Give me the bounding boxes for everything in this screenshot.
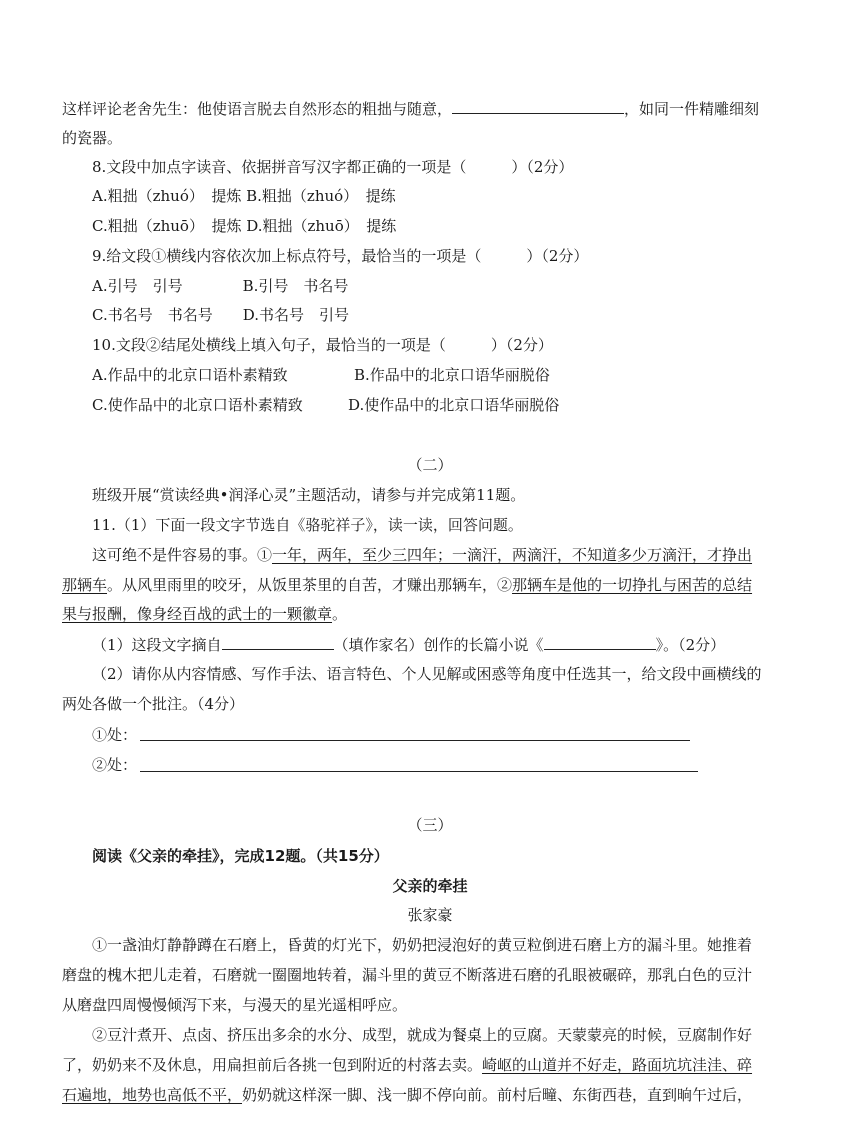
section-2-intro: 班级开展“赏读经典•润泽心灵”主题活动，请参与并完成第11题。 xyxy=(92,486,526,504)
section-3-intro: 阅读《父亲的牵挂》，完成12题。（共15分） xyxy=(92,847,389,865)
underlined-sentence-2: 那辆车是他的一切挣扎与困苦的总结 xyxy=(512,576,753,594)
question-11-sub-2-line-2: 两处各做一个批注。（4分） xyxy=(62,695,245,713)
underlined-sentence-2-end: 果与报酬，像身经百战的武士的一颗徽章 xyxy=(62,605,333,623)
question-11-sub-2-line-1: （2）请你从内容情感、写作手法、语言特色、个人见解或困惑等角度中任选其一，给文段中画横线的 xyxy=(92,665,762,683)
question-10-option-b: B.作品中的北京口语华丽脱俗 xyxy=(354,366,550,384)
annotation-1-answer-line[interactable] xyxy=(140,740,690,741)
article-underlined-phrase: 崎岖的山道并不好走，路面坑坑洼洼、碎 xyxy=(482,1056,753,1074)
article-p2-line-1: ②豆汁煮开、点卤、挤压出多余的水分、成型，就成为餐桌上的豆腐。天蒙蒙亮的时候，豆腐制作好 xyxy=(92,1026,753,1044)
passage-line-1: 这可绝不是件容易的事。①一年，两年，至少三四年；一滴汗，两滴汗，不知道多少万滴汗，才挣出 xyxy=(92,546,753,564)
passage-line-2: 那辆车。从风里雨里的咬牙，从饭里茶里的自苦，才赚出那辆车，②那辆车是他的一切挣扎与困苦的总结 xyxy=(62,576,753,594)
question-10-option-d: D.使作品中的北京口语华丽脱俗 xyxy=(348,396,560,414)
article-p2-line-2: 了，奶奶来不及休息，用扁担前后各挑一包到附近的村落去卖。崎岖的山道并不好走，路面坑坑洼洼、碎 xyxy=(62,1056,753,1074)
question-8-options-cd: C.粗拙（zhuō） 提炼 D.粗拙（zhuō） 提练 xyxy=(92,217,397,235)
section-2-heading: （二） xyxy=(407,456,453,474)
annotation-1-label: ①处： xyxy=(92,726,138,744)
section-3-heading: （三） xyxy=(407,816,453,834)
article-p1-line-1: ①一盏油灯静静蹲在石磨上，昏黄的灯光下，奶奶把浸泡好的黄豆粒倒进石磨上方的漏斗里。她推着 xyxy=(92,936,753,954)
article-p2-line-3: 石遍地，地势也高低不平，奶奶就这样深一脚、浅一脚不停向前。前村后疃、东街西巷，直到晌午过后， xyxy=(62,1086,753,1104)
article-author: 张家豪 xyxy=(407,906,453,924)
question-8-options-ab: A.粗拙（zhuó） 提炼 B.粗拙（zhuó） 提练 xyxy=(92,187,396,205)
question-9-options-ab: A.引号 引号 B.引号 书名号 xyxy=(92,277,349,295)
annotation-2-answer-line[interactable] xyxy=(140,771,698,772)
intro-line-1: 这样评论老舍先生：他使语言脱去自然形态的粗拙与随意， ，如同一件精雕细刻 xyxy=(62,100,760,118)
question-9-stem: 9.给文段①横线内容依次加上标点符号，最恰当的一项是（ ）（2分） xyxy=(92,247,589,265)
novel-title-blank[interactable] xyxy=(544,635,656,650)
underlined-sentence-1: 一年，两年，至少三四年；一滴汗，两滴汗，不知道多少万滴汗，才挣出 xyxy=(272,546,753,564)
question-9-options-cd: C.书名号 书名号 D.书名号 引号 xyxy=(92,306,349,324)
author-blank[interactable] xyxy=(222,635,334,650)
question-10-option-c: C.使作品中的北京口语朴素精致 xyxy=(92,396,303,414)
question-8-stem: 8.文段中加点字读音、依据拼音写汉字都正确的一项是（ ）（2分） xyxy=(92,158,574,176)
passage-line-3: 果与报酬，像身经百战的武士的一颗徽章。 xyxy=(62,605,348,623)
article-title: 父亲的牵挂 xyxy=(392,877,468,895)
question-11-stem: 11.（1）下面一段文字节选自《骆驼祥子》，读一读，回答问题。 xyxy=(92,516,523,534)
article-p1-line-3: 从磨盘四周慢慢倾泻下来，与漫天的星光遥相呼应。 xyxy=(62,996,408,1014)
question-10-stem: 10.文段②结尾处横线上填入句子，最恰当的一项是（ ）（2分） xyxy=(92,336,553,354)
annotation-2-label: ②处： xyxy=(92,756,138,774)
article-underlined-phrase-end: 石遍地，地势也高低不平， xyxy=(62,1086,243,1104)
question-11-sub-1: （1）这段文字摘自 （填作家名）创作的长篇小说《 》。（2分） xyxy=(92,636,726,654)
question-10-option-a: A.作品中的北京口语朴素精致 xyxy=(92,366,288,384)
fill-blank[interactable] xyxy=(452,99,624,114)
intro-line-2: 的瓷器。 xyxy=(62,129,123,147)
underlined-sentence-1-end: 那辆车 xyxy=(62,576,108,594)
article-p1-line-2: 磨盘的槐木把儿走着，石磨就一圈圈地转着，漏斗里的黄豆不断落进石磨的孔眼被碾碎，那乳白色的豆汁 xyxy=(62,966,753,984)
